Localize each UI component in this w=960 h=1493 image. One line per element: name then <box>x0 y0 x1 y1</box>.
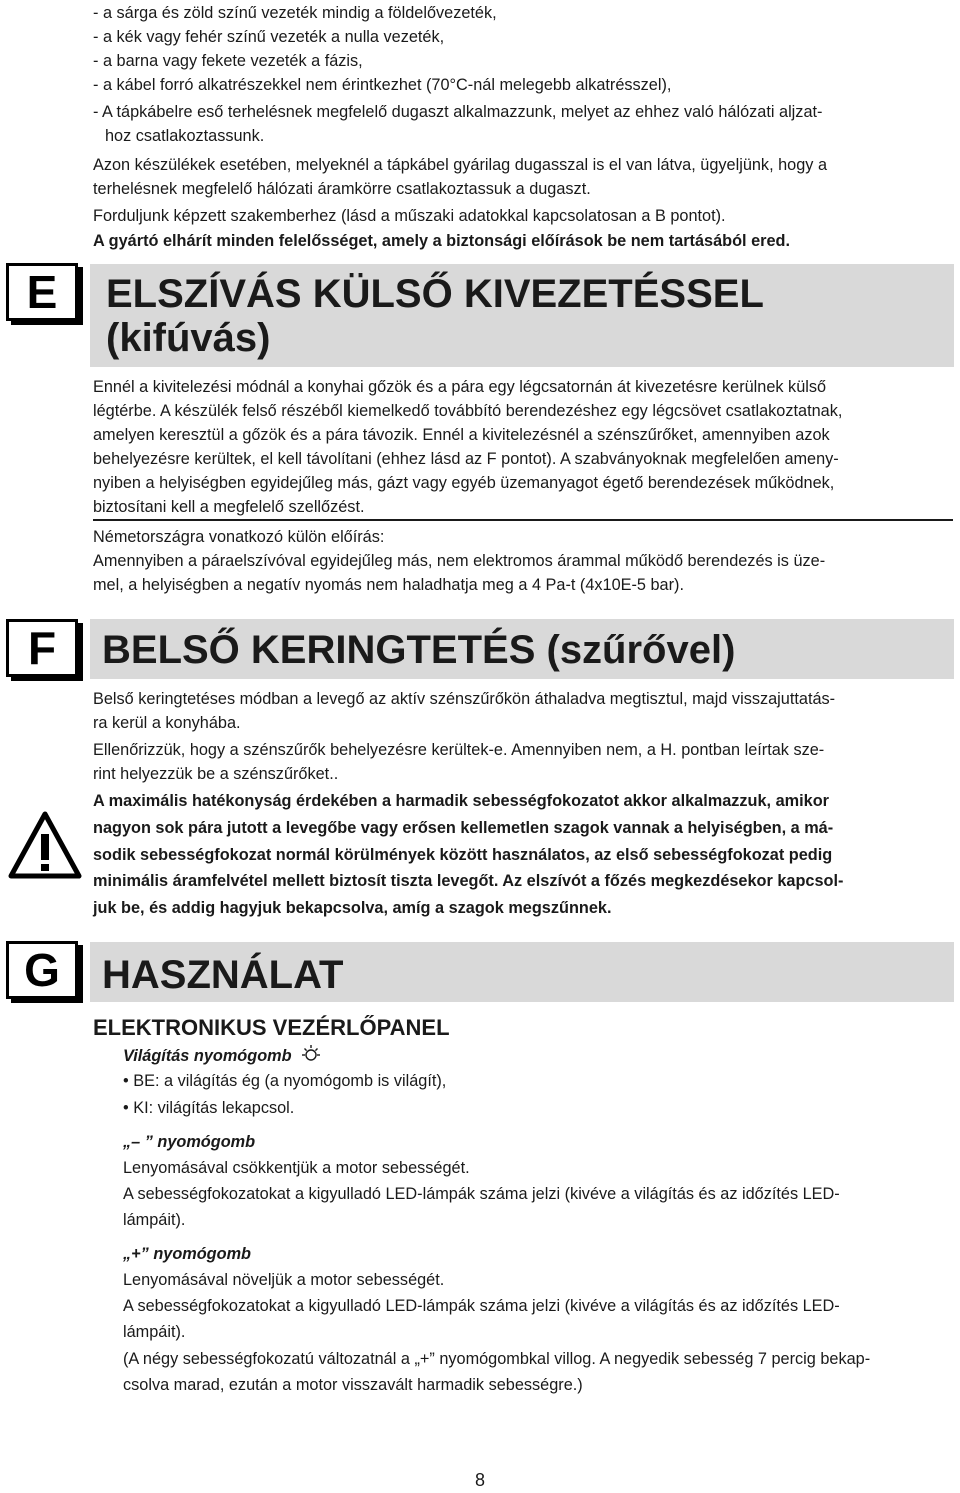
minus-line: Lenyomásával csökkentjük a motor sebességét. <box>123 1159 470 1177</box>
intro-line: - A tápkábelre eső terhelésnek megfelelő dugaszt alkalmazzunk, melyet az ehhez való hálózati aljzat- <box>93 103 823 121</box>
warning-line: nagyon sok pára jutott a levegőbe vagy erősen kellemetlen szagok vannak a helyiségben, a má- <box>93 819 834 837</box>
warning-line: minimális áramfelvétel mellett biztosít tiszta levegőt. Az elszívót a főzés megkezdésekor kapcsol- <box>93 872 844 890</box>
intro-line: hoz csatlakoztassunk. <box>105 127 265 145</box>
warning-line: A maximális hatékonyság érdekében a harmadik sebességfokozatot akkor alkalmazzuk, amikor <box>93 792 829 810</box>
plus-line: A sebességfokozatokat a kigyulladó LED-lámpák száma jelzi (kivéve a világítás és az időzítés LED- <box>123 1297 840 1315</box>
light-item: • KI: világítás lekapcsol. <box>123 1099 295 1117</box>
section-e-line: légtérbe. A készülék felső részéből kiemelkedő továbbító berendezéshez egy légcsövet csatlakoztatnak, <box>93 402 843 420</box>
section-e-line: nyiben a helyiségben egyidejűleg más, gázt vagy egyéb üzemanyagot égető berendezések működnek, <box>93 474 835 492</box>
light-button-heading-row <box>123 1044 322 1068</box>
section-g-title: HASZNÁLAT <box>102 953 344 997</box>
germany-line: mel, a helyiségben a negatív nyomás nem haladhatja meg a 4 Pa-t (4x10E-5 bar). <box>93 576 684 594</box>
section-g-title-band <box>90 942 954 1002</box>
minus-line: lámpáit). <box>123 1211 186 1229</box>
section-e-line: biztosítani kell a megfelelő szellőzést. <box>93 498 365 516</box>
section-letter-f: F <box>6 619 78 677</box>
warning-line: sodik sebességfokozat normál körülmények között használatos, az első sebességfokozat pedig <box>93 846 833 864</box>
intro-warning-line: A gyártó elhárít minden felelősséget, amely a biztonsági előírások be nem tartásából ered. <box>93 232 790 250</box>
intro-line: - a barna vagy fekete vezeték a fázis, <box>93 52 363 70</box>
section-e-line: amelyen keresztül a gőzök és a pára távozik. Ennél a kivitelezésnél a szénszűrőket, amennyiben azok <box>93 426 830 444</box>
light-bulb-icon <box>300 1044 322 1064</box>
section-e-line: behelyezésre kerültek, el kell távolítani (ehhez lásd az F pontot). A szabványoknak megfelelően ameny- <box>93 450 839 468</box>
section-f-line: rint helyezzük be a szénszűrőket.. <box>93 765 339 783</box>
warning-icon <box>8 810 82 880</box>
minus-button-heading: „– ” nyomógomb <box>123 1133 256 1151</box>
section-f-title-band <box>90 619 954 679</box>
section-letter-e: E <box>6 263 78 321</box>
intro-line: - a kék vagy fehér színű vezeték a nulla vezeték, <box>93 28 445 46</box>
plus-line: (A négy sebességfokozatú változatnál a „+” nyomógombkal villog. A negyedik sebesség 7 percig bekap- <box>123 1350 871 1368</box>
section-f-line: ra kerül a konyhába. <box>93 714 241 732</box>
section-f-line: Belső keringtetéses módban a levegő az aktív szénszűrőkön áthaladva megtisztul, majd visszajuttatás- <box>93 690 836 708</box>
germany-line: Amennyiben a páraelszívóval egyidejűleg más, nem elektromos árammal működő berendezés is üze- <box>93 552 826 570</box>
light-button-heading: Világítás nyomógomb <box>123 1047 292 1065</box>
intro-line: - a kábel forró alkatrészekkel nem érintkezhet (70°C-nál melegebb alkatrésszel), <box>93 76 672 94</box>
plus-line: Lenyomásával növeljük a motor sebességét. <box>123 1271 445 1289</box>
control-panel-heading: ELEKTRONIKUS VEZÉRLŐPANEL <box>93 1015 450 1040</box>
section-e-title: ELSZÍVÁS KÜLSŐ KIVEZETÉSSEL <box>106 272 764 316</box>
plus-line: lámpáit). <box>123 1323 186 1341</box>
section-f-title: BELSŐ KERINGTETÉS (szűrővel) <box>102 628 736 672</box>
section-e-line: Ennél a kivitelezési módnál a konyhai gőzök és a pára egy légcsatornán át kivezetésre kerülnek külső <box>93 378 827 396</box>
plus-line: csolva marad, ezután a motor visszavált harmadik sebességre.) <box>123 1376 583 1394</box>
section-e-subtitle: (kifúvás) <box>106 316 271 360</box>
intro-line: Azon készülékek esetében, melyeknél a tápkábel gyárilag dugasszal is el van látva, ügyeljünk, hogy a <box>93 156 827 174</box>
germany-heading: Németországra vonatkozó külön előírás: <box>93 528 385 546</box>
section-e-title-band <box>90 264 954 367</box>
intro-line: - a sárga és zöld színű vezeték mindig a földelővezeték, <box>93 4 497 22</box>
page-number: 8 <box>474 1470 485 1490</box>
intro-line: terhelésnek megfelelő hálózati áramkörre csatlakoztassuk a dugaszt. <box>93 180 591 198</box>
intro-line: Forduljunk képzett szakemberhez (lásd a műszaki adatokkal kapcsolatosan a B pontot). <box>93 207 726 225</box>
minus-line: A sebességfokozatokat a kigyulladó LED-lámpák száma jelzi (kivéve a világítás és az időzítés LED- <box>123 1185 840 1203</box>
section-f-line: Ellenőrizzük, hogy a szénszűrők behelyezésre kerültek-e. Amennyiben nem, a H. pontban leírtak sze- <box>93 741 825 759</box>
warning-line: juk be, és addig hagyjuk bekapcsolva, amíg a szagok megszűnnek. <box>93 899 612 917</box>
plus-button-heading: „+” nyomógomb <box>123 1245 251 1263</box>
section-letter-g: G <box>6 941 78 999</box>
section-divider <box>93 519 953 521</box>
light-item: • BE: a világítás ég (a nyomógomb is világít), <box>123 1072 447 1090</box>
